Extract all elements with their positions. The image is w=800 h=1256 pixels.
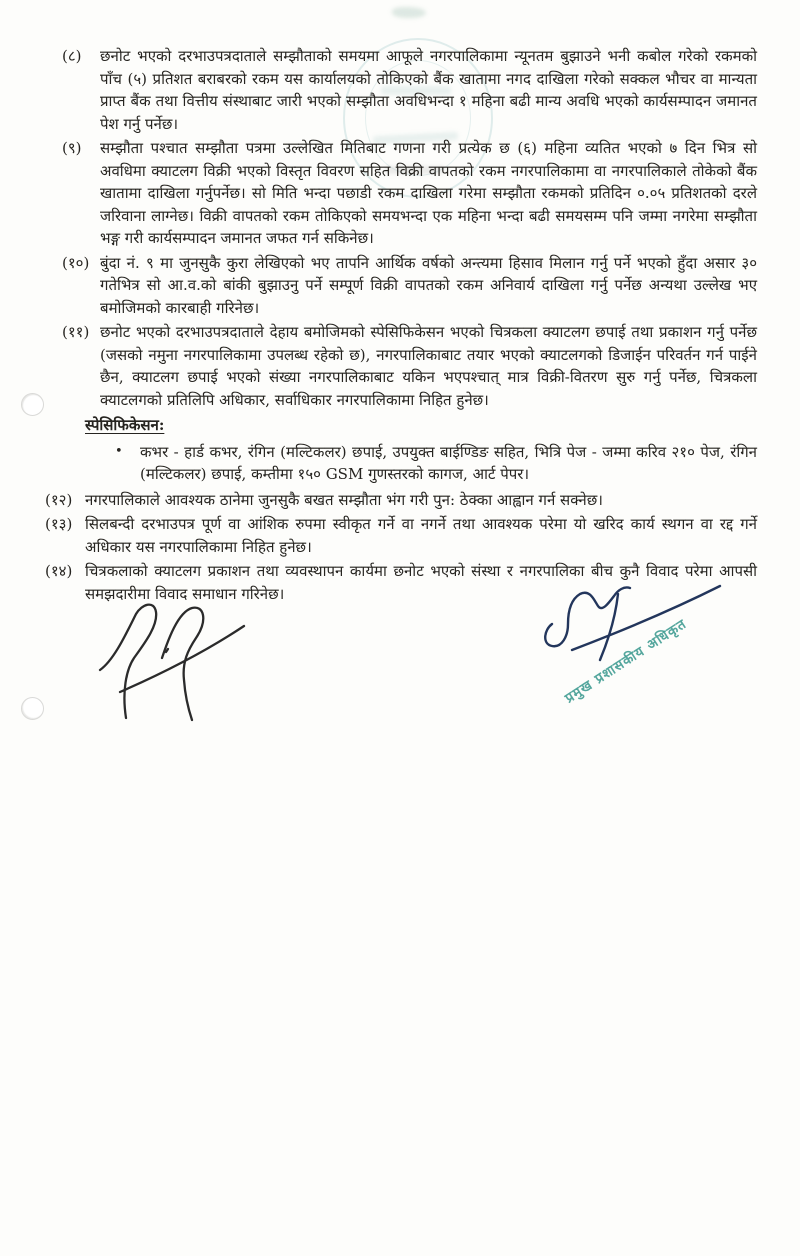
clause-number: (११) (62, 323, 90, 341)
clause-text: छनोट भएको दरभाउपत्रदाताले देहाय बमोजिमको स्पेसिफिकेसन भएको चित्रकला क्याटलग छपाई तथा प्रकाशन गर्नु पर्नेछ (जसको नमुना नगरपालिकामा उपलब्ध रहेको छ), नगरपालिकाबाट तयार भएको क्याटलगको डिजाईन परिवर्तन गर्न पाईने छैन, क्याटलग छपाई भएको संख्या नगरपालिकाबाट यकिन भएपश्चात् मात्र विक्री-वितरण सुरु गर्नु पर्नेछ, चित्रकला क्याटलगको प्रतिलिपि अधिकार, सर्वाधिकार नगरपालिकामा निहित हुनेछ। (100, 323, 757, 409)
clause-text: बुंदा नं. ९ मा जुनसुकै कुरा लेखिएको भए तापनि आर्थिक वर्षको अन्त्यमा हिसाव मिलान गर्नु पर्ने भएको हुँदा असार ३० गतेभित्र सो आ.व.को बांकी बुझाउनु पर्ने सम्पूर्ण विक्री वापतको रकम अनिवार्य दाखिला गर्नु पर्नेछ अन्यथा उल्लेख भए बमोजिमको कारबाही गरिनेछ। (100, 253, 757, 317)
clause-8 (0, 45, 800, 135)
clause-11 (0, 321, 800, 411)
clause-13 (0, 513, 800, 558)
clause-12 (0, 489, 800, 512)
clause-number: (९) (62, 139, 82, 157)
signature-right (538, 578, 738, 678)
clause-group-top (0, 45, 800, 411)
clause-text: चित्रकलाको क्याटलग प्रकाशन तथा व्यवस्थापन कार्यमा छनोट भएको संस्था र नगरपालिका बीच कुनै विवाद परेमा आपसी समझदारीमा विवाद समाधान गरिनेछ। (85, 562, 757, 603)
clause-text: छनोट भएको दरभाउपत्रदाताले सम्झौताको समयमा आफूले नगरपालिकामा न्यूनतम बुझाउने भनी कबोल गरेको रकमको पाँच (५) प्रतिशत बराबरको रकम यस कार्यालयको तोकिएको बैंक खातामा नगद दाखिला गरेको सक्कल भौचर वा मान्यता प्राप्त बैंक तथा वित्तीय संस्थाबाट जारी भएको सम्झौता अवधिभन्दा १ महिना बढी मान्य अवधि भएको कार्यसम्पादन जमानत पेश गर्नु पर्नेछ। (100, 47, 757, 133)
clause-number: (१४) (45, 562, 73, 580)
document-content (0, 0, 800, 607)
signature-left (92, 596, 277, 726)
clause-9 (0, 137, 800, 250)
clause-text: सम्झौता पश्चात सम्झौता पत्रमा उल्लेखित मितिबाट गणना गरी प्रत्येक छ (६) महिना व्यतित भएको ७ दिन भित्र सो अवधिमा क्याटलग विक्री भएको विस्तृत विवरण सहित विक्री वापतको रकम नगरपालिकामा वा नगरपालिकाले तोकेको बैंक खातामा दाखिला गर्नुपर्नेछ। सो मिति भन्दा पछाडी रकम दाखिला गरेमा सम्झौता रकमको प्रतिदिन ०.०५ प्रतिशतको दरले जरिवाना लाग्नेछ। विक्री वापतको रकम तोकिएको समयभन्दा एक महिना भन्दा बढी समयसम्म पनि जम्मा नगरेमा सम्झौता भङ्ग गरी कार्यसम्पादन जमानत जफत गर्न सकिनेछ। (100, 139, 757, 247)
clause-10 (0, 252, 800, 320)
clause-number: (१२) (45, 490, 73, 509)
signature-right-block (538, 578, 748, 728)
specification-bullet-item (0, 441, 800, 486)
specification-heading: स्पेसिफिकेसन: (85, 416, 165, 434)
clause-number: (१०) (62, 253, 90, 272)
bullet-icon: • (115, 443, 123, 459)
clause-number: (१३) (45, 515, 73, 533)
specification-bullet-text: कभर - हार्ड कभर, रंगिन (मल्टिकलर) छपाई, उपयुक्त बाईण्डिङ सहित, भित्रि पेज - जम्मा करिव २१० पेज, रंगिन (मल्टिकलर) छपाई, कम्तीमा १५० GSM गुणस्तरको कागज, आर्ट पेपर। (140, 442, 757, 483)
clause-text: सिलबन्दी दरभाउपत्र पूर्ण वा आंशिक रुपमा स्वीकृत गर्ने वा नगर्ने तथा आवश्यक परेमा यो खरिद कार्य स्थगन वा रद्द गर्ने अधिकार यस नगरपालिकामा निहित हुनेछ। (85, 515, 757, 556)
signature-right-title: प्रमुख प्रशासकीय अधिकृत (562, 616, 690, 707)
clause-text: नगरपालिकाले आवश्यक ठानेमा जुनसुकै बखत सम्झौता भंग गरी पुन: ठेक्का आह्वान गर्न सक्नेछ। (85, 490, 603, 509)
clause-number: (८) (62, 47, 82, 65)
hole-punch-bottom (21, 697, 44, 720)
